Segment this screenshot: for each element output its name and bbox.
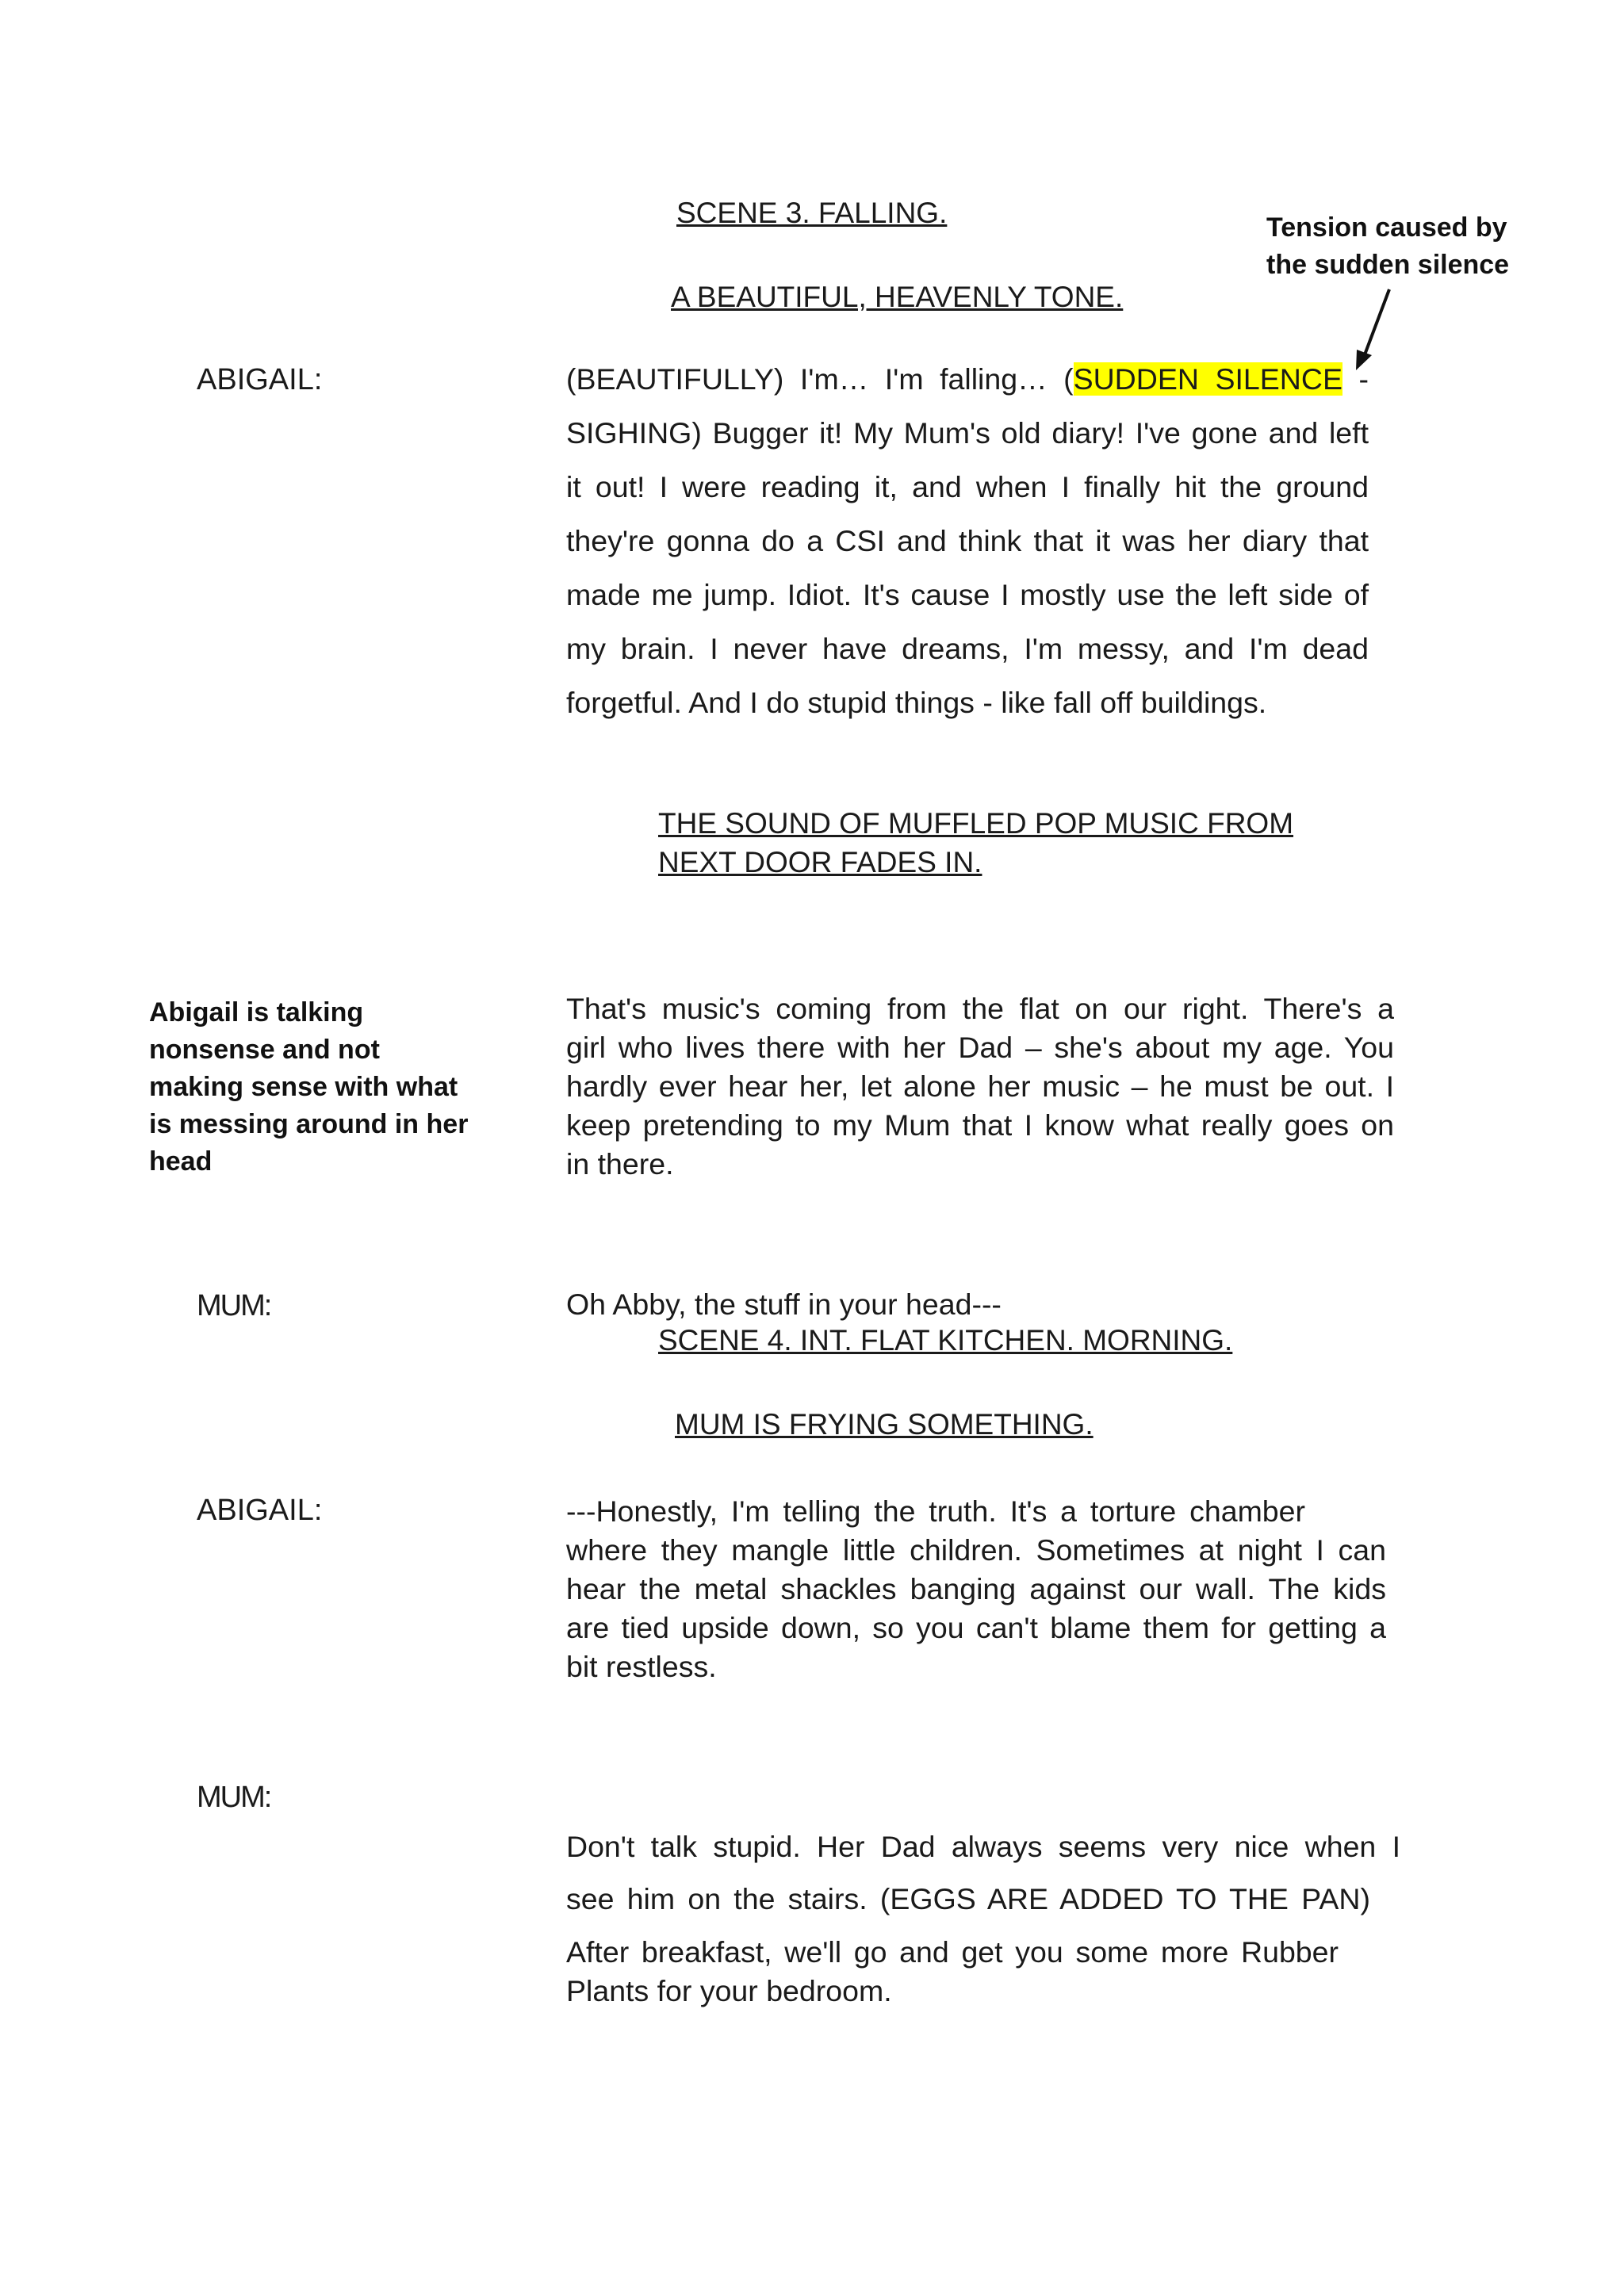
scene-3-heading: SCENE 3. FALLING. (676, 197, 948, 229)
dialogue-line: girl who lives there with her Dad – she's about my age. You (566, 1031, 1394, 1064)
dialogue-block (566, 1492, 1386, 1686)
dialogue-line: SIGHING) Bugger it! My Mum's old diary! I've gone and left (566, 416, 1369, 450)
speaker-label: ABIGAIL: (197, 363, 323, 396)
annotation-line: the sudden silence (1266, 250, 1510, 280)
speaker-label: MUM: (197, 1781, 271, 1814)
dialogue-line: Plants for your bedroom. (566, 1974, 892, 2007)
dialogue-line: That's music's coming from the flat on our right. There's a (566, 992, 1394, 1025)
speaker-label: MUM: (197, 1289, 271, 1322)
dialogue-line: Oh Abby, the stuff in your head--- (566, 1288, 1002, 1321)
dialogue-line: hardly ever hear her, let alone her music – he must be out. I (566, 1070, 1394, 1103)
stage-direction-line: NEXT DOOR FADES IN. (658, 846, 982, 878)
dialogue-block (566, 989, 1394, 1184)
music-stage-direction (658, 804, 1293, 882)
dialogue-line: are tied upside down, so you can't blame them for getting a (566, 1611, 1386, 1644)
dialogue-line: it out! I were reading it, and when I finally hit the ground (566, 470, 1369, 503)
annotation-line: head (149, 1146, 213, 1177)
annotation-line: is messing around in her (149, 1109, 469, 1139)
dialogue-line: ---Honestly, I'm telling the truth. It's a torture chamber (566, 1494, 1305, 1528)
annotation-line: Tension caused by (1266, 212, 1507, 243)
dialogue-line: forgetful. And I do stupid things - like fall off buildings. (566, 686, 1267, 719)
highlighted-text: SUDDEN SILENCE (1073, 362, 1342, 396)
dialogue-block (566, 352, 1369, 729)
dialogue-line: After breakfast, we'll go and get you some more Rubber (566, 1935, 1339, 1969)
dialogue-line: bit restless. (566, 1650, 717, 1683)
abigail-annotation (149, 994, 468, 1181)
scene-3-sound-direction: A BEAUTIFUL, HEAVENLY TONE. (671, 281, 1124, 313)
annotation-line: nonsense and not (149, 1035, 380, 1065)
stage-direction-line: THE SOUND OF MUFFLED POP MUSIC FROM (658, 807, 1294, 840)
dialogue-line: they're gonna do a CSI and think that it was her diary that (566, 524, 1369, 557)
dialogue-line: my brain. I never have dreams, I'm messy, and I'm dead (566, 632, 1369, 665)
annotation-line: making sense with what (149, 1072, 458, 1102)
dialogue-line: hear the metal shackles banging against our wall. The kids (566, 1572, 1386, 1605)
speaker-label: ABIGAIL: (197, 1494, 323, 1527)
dialogue-line: keep pretending to my Mum that I know what really goes on (566, 1108, 1394, 1142)
tension-annotation (1266, 209, 1509, 284)
dialogue-block (566, 1933, 1339, 2011)
dialogue-line: (BEAUTIFULLY) I'm… I'm falling… (SUDDEN SILENCE - (566, 362, 1369, 396)
dialogue-line: see him on the stairs. (EGGS ARE ADDED TO THE PAN) (566, 1882, 1370, 1915)
scene-4-stage-direction: MUM IS FRYING SOMETHING. (675, 1408, 1094, 1441)
annotation-line: Abigail is talking (149, 997, 364, 1027)
dialogue-block (566, 1820, 1400, 1925)
dialogue-line: made me jump. Idiot. It's cause I mostly use the left side of (566, 578, 1369, 611)
dialogue-line: in there. (566, 1147, 674, 1181)
dialogue-line: where they mangle little children. Sometimes at night I can (566, 1533, 1386, 1567)
scene-4-heading: SCENE 4. INT. FLAT KITCHEN. MORNING. (658, 1324, 1233, 1357)
dialogue-line: Don't talk stupid. Her Dad always seems very nice when I (566, 1830, 1400, 1863)
